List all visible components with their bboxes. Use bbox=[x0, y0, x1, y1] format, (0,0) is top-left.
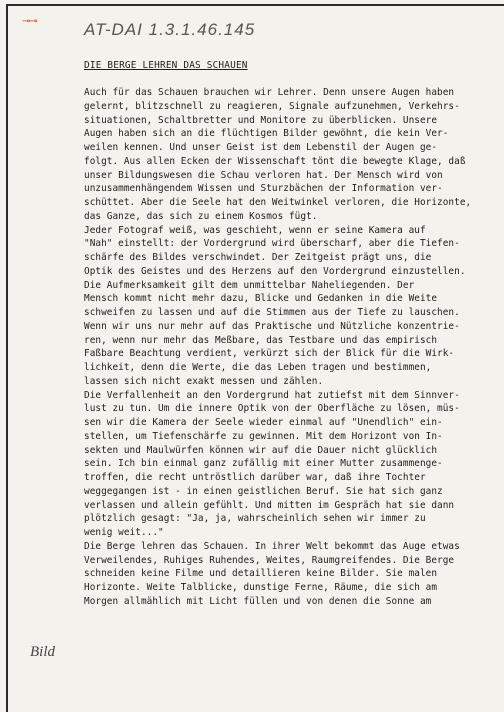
text-line: Verweilendes, Ruhiges Ruhendes, Weites, Raumgreifendes. Die Berge bbox=[84, 554, 455, 566]
text-line: sekten und Maulwürfen können wir auf die Dauer nicht glücklich bbox=[84, 444, 438, 456]
text-line: Morgen allmählich mit Licht füllen und von denen die Sonne am bbox=[84, 595, 432, 607]
text-line: Augen haben sich an die flüchtigen Bilder gewöhnt, die kein Ver- bbox=[84, 128, 449, 140]
text-line: Die Berge lehren das Schauen. In ihrer Welt bekommt das Auge etwas bbox=[84, 540, 460, 552]
text-line: das Ganze, das sich zu einem Kosmos fügt. bbox=[84, 210, 318, 222]
text-line: Optik des Geistes und des Herzens auf den Vordergrund einzustellen. bbox=[84, 265, 466, 277]
document-title: DIE BERGE LEHREN DAS SCHAUEN bbox=[84, 60, 248, 71]
text-line: gelernt, blitzschnell zu reagieren, Signale aufzunehmen, Verkehrs- bbox=[84, 100, 460, 112]
text-line: situationen, Schaltbretter und Monitore zu überblicken. Unsere bbox=[84, 114, 438, 126]
text-line: lassen sich nicht exakt messen und zählen. bbox=[84, 375, 324, 387]
text-line: Horizonte. Weite Talblicke, dunstige Ferne, Räume, die sich am bbox=[84, 582, 438, 593]
text-line: sen wir die Kamera der Seele wieder einmal auf "Unendlich" ein- bbox=[84, 417, 443, 428]
text-line: folgt. Aus allen Ecken der Wissenschaft tönt die bewegte Klage, daß bbox=[84, 155, 466, 167]
text-line: ren, wenn nur mehr das Meßbare, das Testbare und das empirisch bbox=[84, 334, 438, 346]
text-line: Auch für das Schauen brauchen wir Lehrer. Denn unsere Augen haben bbox=[84, 87, 455, 98]
text-line: Mensch kommt nicht mehr dazu, Blicke und Gedanken in die Weite bbox=[84, 293, 438, 305]
text-line: "Nah" einstellt: der Vordergrund wird überscharf, aber die Tiefen- bbox=[84, 238, 460, 250]
handwritten-margin-note: Bild bbox=[30, 644, 55, 660]
body-text bbox=[84, 86, 502, 609]
text-line: wenig weit..." bbox=[84, 527, 164, 538]
text-line: Die Verfallenheit an den Vordergrund hat zutiefst mit dem Sinnver- bbox=[84, 389, 460, 401]
text-line: weilen kennen. Und unser Geist ist dem Lebenstil der Augen ge- bbox=[84, 142, 438, 153]
text-line: stellen, um Tiefenschärfe zu gewinnen. Mit dem Horizont von In- bbox=[84, 430, 443, 442]
text-line: unzusammenhängendem Wissen und Sturzbächen der Information ver- bbox=[84, 183, 443, 195]
text-line: Die Aufmerksamkeit gilt dem unmittelbar Naheliegenden. Der bbox=[84, 279, 415, 291]
text-line: Jeder Fotograf weiß, was geschieht, wenn er seine Kamera auf bbox=[84, 224, 426, 236]
text-line: schüttet. Aber die Seele hat den Weitwinkel verloren, die Horizonte, bbox=[84, 197, 472, 208]
text-line: lust zu tun. Um die innere Optik von der Oberfläche zu lösen, müs- bbox=[84, 403, 460, 415]
text-line: schärfe des Bildes verschwindet. Der Zeitgeist prägt uns, die bbox=[84, 252, 432, 263]
text-line: schweifen zu lassen und auf die Stimmen aus der Tiefe zu lauschen. bbox=[84, 307, 460, 318]
text-line: Wenn wir uns nur mehr auf das Praktische und Nützliche konzentrie- bbox=[84, 320, 460, 332]
corner-mark: ⊸⊸ bbox=[22, 16, 37, 27]
text-line: unser Bildungswesen die Schau verloren hat. Der Mensch wird von bbox=[84, 169, 443, 181]
text-line: plötzlich gesagt: "Ja, ja, wahrscheinlich sehen wir immer zu bbox=[84, 513, 426, 525]
text-line: Faßbare Beachtung verdient, verkürzt sich der Blick für die Wirk- bbox=[84, 348, 455, 360]
text-line: lichkeit, denn die Werte, die das Leben tragen und bestimmen, bbox=[84, 362, 432, 373]
text-line: sein. Ich bin einmal ganz zufällig mit einer Mutter zusammenge- bbox=[84, 458, 443, 470]
archive-number: AT-DAI 1.3.1.46.145 bbox=[84, 20, 256, 39]
text-line: schneiden keine Filme und detaillieren keine Bilder. Sie malen bbox=[84, 568, 438, 580]
text-line: weggegangen ist - in einen geistlichen Beruf. Sie hat sich ganz bbox=[84, 485, 443, 497]
text-line: troffen, die recht untröstlich darüber war, daß ihre Tochter bbox=[84, 472, 426, 483]
text-line: verlassen und allein gefühlt. Und mitten im Gespräch hat sie dann bbox=[84, 499, 455, 511]
